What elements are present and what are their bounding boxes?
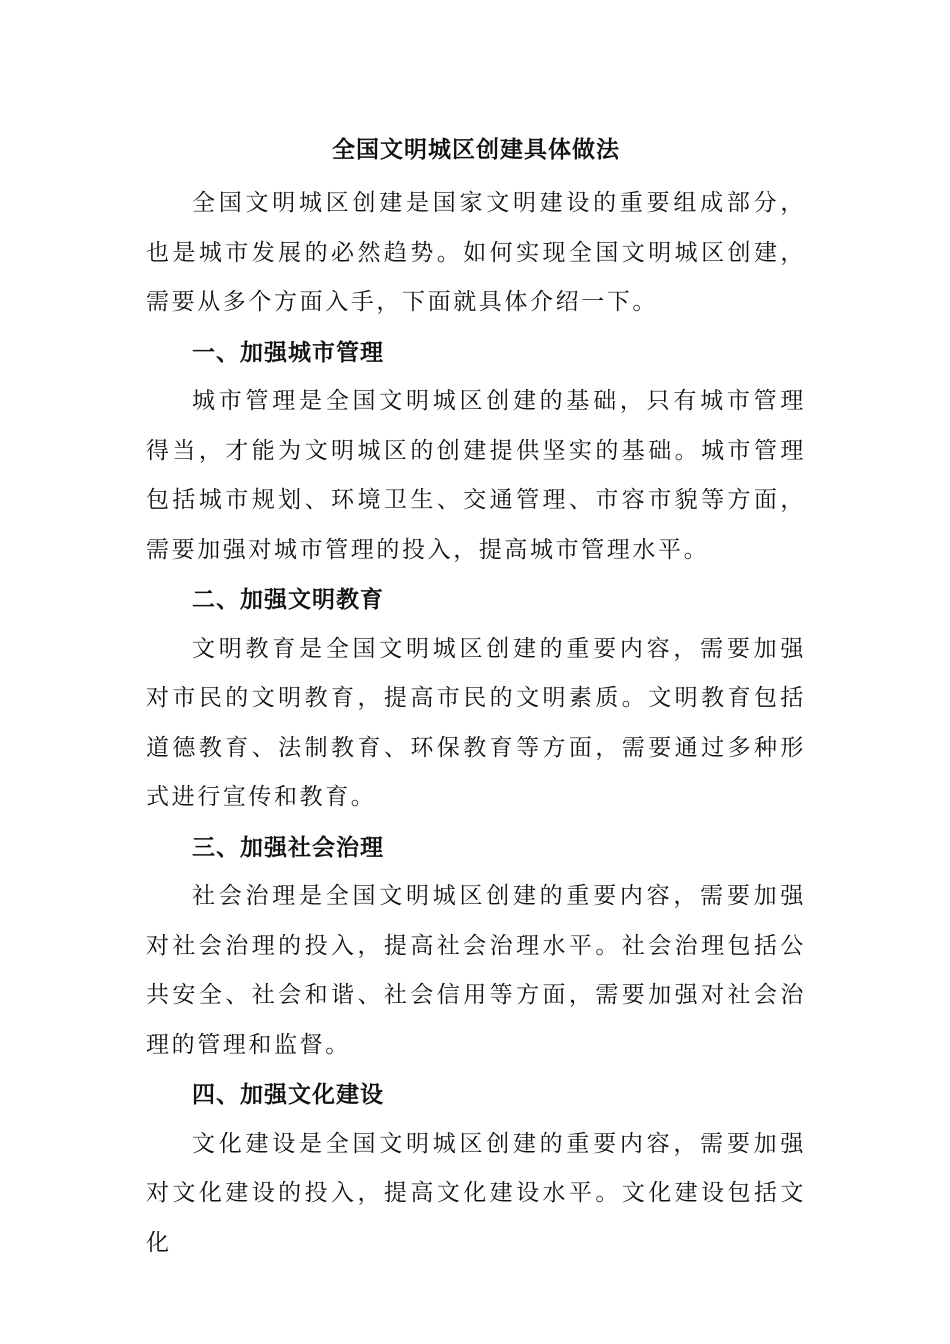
document-page [146,128,806,1268]
section-body-2: 文明教育是全国文明城区创建的重要内容，需要加强对市民的文明教育，提高市民的文明素质。文明教育包括道德教育、法制教育、环保教育等方面，需要通过多种形式进行宣传和教育。 [146,635,806,810]
section-body-4: 文化建设是全国文明城区创建的重要内容，需要加强对文化建设的投入，提高文化建设水平。文化建设包括文化 [146,1130,806,1256]
section-body-3: 社会治理是全国文明城区创建的重要内容，需要加强对社会治理的投入，提高社会治理水平。社会治理包括公共安全、社会和谐、社会信用等方面，需要加强对社会治理的管理和监督。 [146,883,806,1058]
section-heading-1: 一、加强城市管理 [192,338,384,366]
document-title: 全国文明城区创建具体做法 [332,136,620,163]
section-heading-3: 三、加强社会治理 [192,833,384,861]
intro-paragraph: 全国文明城区创建是国家文明建设的重要组成部分，也是城市发展的必然趋势。如何实现全国文明城区创建，需要从多个方面入手，下面就具体介绍一下。 [146,190,806,315]
section-heading-4: 四、加强文化建设 [192,1081,384,1108]
section-heading-2: 二、加强文明教育 [192,586,384,613]
section-body-1: 城市管理是全国文明城区创建的基础，只有城市管理得当，才能为文明城区的创建提供坚实的基础。城市管理包括城市规划、环境卫生、交通管理、市容市貌等方面，需要加强对城市管理的投入，提高城市管理水平。 [146,388,806,563]
